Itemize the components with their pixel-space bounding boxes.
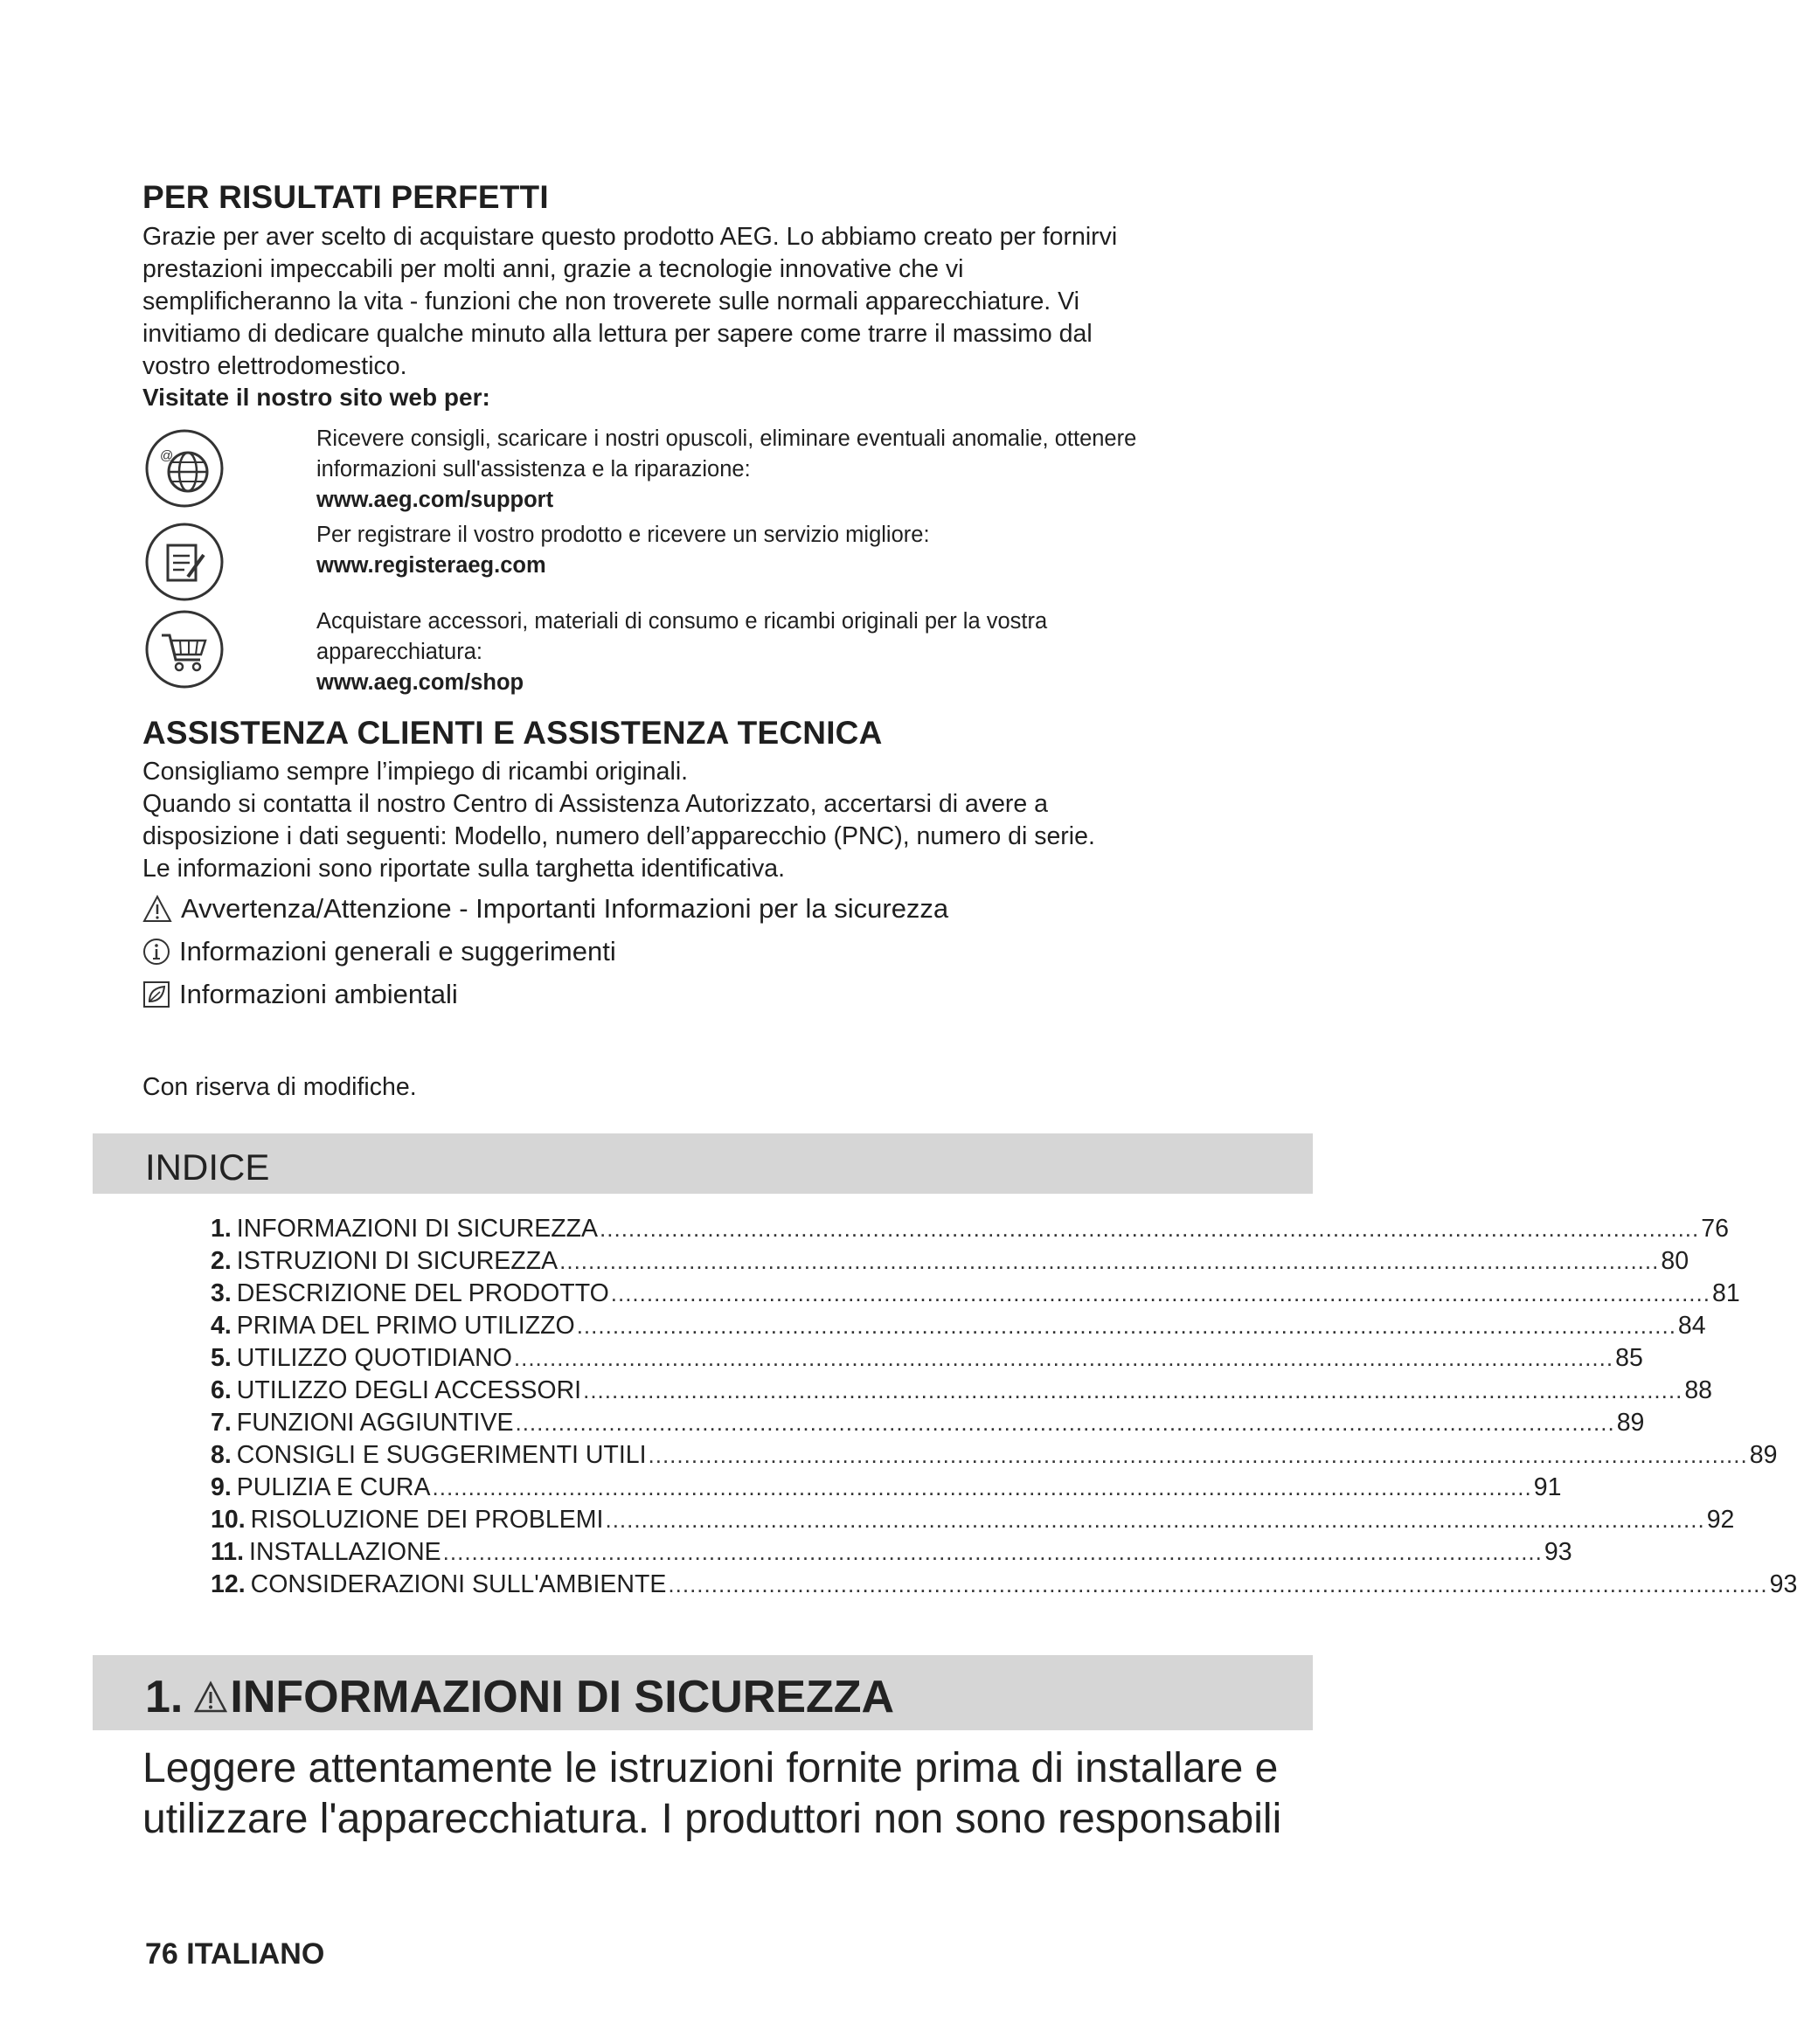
service-line: disposizione i dati seguenti: Modello, numero dell’apparecchio (PNC), numero di serie.: [142, 822, 1095, 850]
toc-item[interactable]: [211, 1247, 1689, 1279]
toc-item-title: CONSIDERAZIONI SULL'AMBIENTE: [250, 1570, 667, 1598]
toc-item-title: PRIMA DEL PRIMO UTILIZZO: [236, 1312, 575, 1340]
notice-text: Con riserva di modifiche.: [142, 1073, 417, 1101]
support-link[interactable]: www.aeg.com/support: [316, 488, 554, 512]
intro-line: Grazie per aver scelto di acquistare questo prodotto AEG. Lo abbiamo creato per fornirvi: [142, 223, 1118, 251]
toc-item-title: ISTRUZIONI DI SICUREZZA: [236, 1247, 559, 1275]
support-text: Ricevere consigli, scaricare i nostri opuscoli, eliminare eventuali anomalie, ottenere: [316, 426, 1137, 451]
toc-item-leader: .........................................................................................................................................................: [648, 1442, 1748, 1468]
shop-link[interactable]: www.aeg.com/shop: [316, 670, 524, 695]
intro-line: semplificheranno la vita - funzioni che non troverete sulle normali apparecchiature. Vi: [142, 288, 1079, 315]
toc-item-number: 2.: [211, 1247, 232, 1275]
toc-item[interactable]: [211, 1312, 1706, 1344]
toc-item-leader: .........................................................................................................................................................: [610, 1280, 1710, 1306]
toc-item-leader: .........................................................................................................................................................: [576, 1313, 1676, 1339]
toc-item-leader: .........................................................................................................................................................: [442, 1539, 1543, 1565]
register-text: Per registrare il vostro prodotto e ricevere un servizio migliore:: [316, 523, 930, 547]
toc-item-number: 5.: [211, 1344, 232, 1372]
toc-item[interactable]: [211, 1570, 1797, 1603]
toc-item-leader: .........................................................................................................................................................: [432, 1474, 1532, 1500]
toc-item-page: 93: [1769, 1570, 1797, 1598]
warning-icon: [142, 895, 172, 923]
toc-item-number: 7.: [211, 1409, 232, 1437]
legend-warning-label: Avvertenza/Attenzione - Importanti Informazioni per la sicurezza: [181, 893, 949, 924]
toc-item-page: 89: [1749, 1441, 1778, 1469]
toc-item-page: 85: [1615, 1344, 1643, 1372]
toc-item-title: DESCRIZIONE DEL PRODOTTO: [236, 1279, 609, 1307]
toc-item[interactable]: [211, 1279, 1740, 1312]
toc-item-number: 8.: [211, 1441, 232, 1469]
legend-environment-label: Informazioni ambientali: [179, 979, 458, 1009]
service-line: Consigliamo sempre l’impiego di ricambi originali.: [142, 758, 689, 786]
toc-item-page: 91: [1533, 1473, 1562, 1501]
toc-item-page: 80: [1661, 1247, 1689, 1275]
toc-title: INDICE: [145, 1147, 270, 1188]
svg-text:@: @: [160, 448, 174, 463]
shop-text: apparecchiatura:: [316, 640, 482, 664]
shop-block: [316, 606, 1047, 698]
service-heading: ASSISTENZA CLIENTI E ASSISTENZA TECNICA: [142, 715, 883, 751]
toc-item-leader: .........................................................................................................................................................: [559, 1248, 1660, 1274]
section-title: [145, 1671, 894, 1723]
globe-icon: [144, 428, 225, 509]
toc-item-number: 11.: [211, 1538, 245, 1566]
toc-item[interactable]: [211, 1409, 1645, 1441]
service-line: Quando si contatta il nostro Centro di Assistenza Autorizzato, accertarsi di avere a: [142, 790, 1049, 818]
toc-item-page: 89: [1616, 1409, 1645, 1437]
leaf-icon: [142, 980, 170, 1008]
intro-heading: PER RISULTATI PERFETTI: [142, 179, 549, 215]
service-paragraph: [142, 756, 1095, 885]
toc-item-page: 81: [1711, 1279, 1740, 1307]
toc-item-number: 1.: [211, 1215, 232, 1243]
toc-item[interactable]: [211, 1376, 1713, 1409]
register-link[interactable]: www.registeraeg.com: [316, 553, 546, 578]
register-block: [316, 520, 930, 581]
toc-item-page: 93: [1544, 1538, 1572, 1566]
toc-item-leader: .........................................................................................................................................................: [513, 1345, 1614, 1371]
toc-item-leader: .........................................................................................................................................................: [668, 1571, 1768, 1597]
intro-line: vostro elettrodomestico.: [142, 352, 407, 380]
toc-item-leader: .........................................................................................................................................................: [605, 1507, 1705, 1533]
warning-icon: [193, 1680, 228, 1714]
toc-item[interactable]: [211, 1344, 1643, 1376]
page-footer: 76 ITALIANO: [145, 1937, 325, 1971]
toc-item[interactable]: [211, 1441, 1778, 1473]
shopping-cart-icon: [144, 609, 225, 689]
toc-item-number: 3.: [211, 1279, 232, 1307]
toc-item-title: INSTALLAZIONE: [249, 1538, 441, 1566]
toc-item-number: 9.: [211, 1473, 232, 1501]
legend-environment: [142, 979, 458, 1010]
intro-line: invitiamo di dedicare qualche minuto alla lettura per sapere come trarre il massimo dal: [142, 320, 1093, 348]
toc-item[interactable]: [211, 1473, 1562, 1506]
intro-line: prestazioni impeccabili per molti anni, grazie a tecnologie innovative che vi: [142, 255, 964, 283]
shop-text: Acquistare accessori, materiali di consumo e ricambi originali per la vostra: [316, 609, 1048, 634]
toc-item-title: UTILIZZO DEGLI ACCESSORI: [236, 1376, 582, 1404]
section-title-text: INFORMAZIONI DI SICUREZZA: [230, 1672, 895, 1722]
legend-info-label: Informazioni generali e suggerimenti: [179, 936, 616, 967]
toc-item[interactable]: [211, 1538, 1572, 1570]
toc-header-bar: [93, 1133, 1313, 1194]
toc-item-title: CONSIGLI E SUGGERIMENTI UTILI: [236, 1441, 647, 1469]
toc-item-number: 6.: [211, 1376, 232, 1404]
document-icon: [144, 522, 225, 602]
intro-paragraph: [142, 221, 1117, 383]
toc-item-page: 84: [1677, 1312, 1706, 1340]
info-icon: [142, 938, 170, 966]
visit-label: Visitate il nostro sito web per:: [142, 384, 490, 411]
section-intro: [142, 1743, 1281, 1845]
support-text: informazioni sull'assistenza e la riparazione:: [316, 457, 751, 482]
support-block: [316, 424, 1136, 516]
toc-item-number: 10.: [211, 1506, 246, 1534]
toc-item-number: 12.: [211, 1570, 246, 1598]
toc-item[interactable]: [211, 1215, 1729, 1247]
legend-warning: [142, 893, 948, 925]
service-line: Le informazioni sono riportate sulla targhetta identificativa.: [142, 855, 786, 883]
toc-item-title: PULIZIA E CURA: [236, 1473, 431, 1501]
toc-item-leader: .........................................................................................................................................................: [515, 1410, 1615, 1436]
toc-item-page: 76: [1701, 1215, 1729, 1243]
toc-item-title: RISOLUZIONE DEI PROBLEMI: [250, 1506, 604, 1534]
section-intro-line: Leggere attentamente le istruzioni fornite prima di installare e: [142, 1745, 1279, 1791]
toc-item-leader: .........................................................................................................................................................: [600, 1216, 1700, 1242]
toc-item[interactable]: [211, 1506, 1735, 1538]
toc-item-title: UTILIZZO QUOTIDIANO: [236, 1344, 512, 1372]
toc-item-page: 92: [1706, 1506, 1735, 1534]
toc-item-number: 4.: [211, 1312, 232, 1340]
legend-info: [142, 936, 616, 967]
section-intro-line: utilizzare l'apparecchiatura. I produttori non sono responsabili: [142, 1796, 1282, 1842]
toc-item-title: FUNZIONI AGGIUNTIVE: [236, 1409, 514, 1437]
section-number: 1.: [145, 1672, 184, 1722]
toc-item-page: 88: [1684, 1376, 1713, 1404]
toc-item-leader: .........................................................................................................................................................: [583, 1377, 1683, 1403]
toc-item-title: INFORMAZIONI DI SICUREZZA: [236, 1215, 599, 1243]
